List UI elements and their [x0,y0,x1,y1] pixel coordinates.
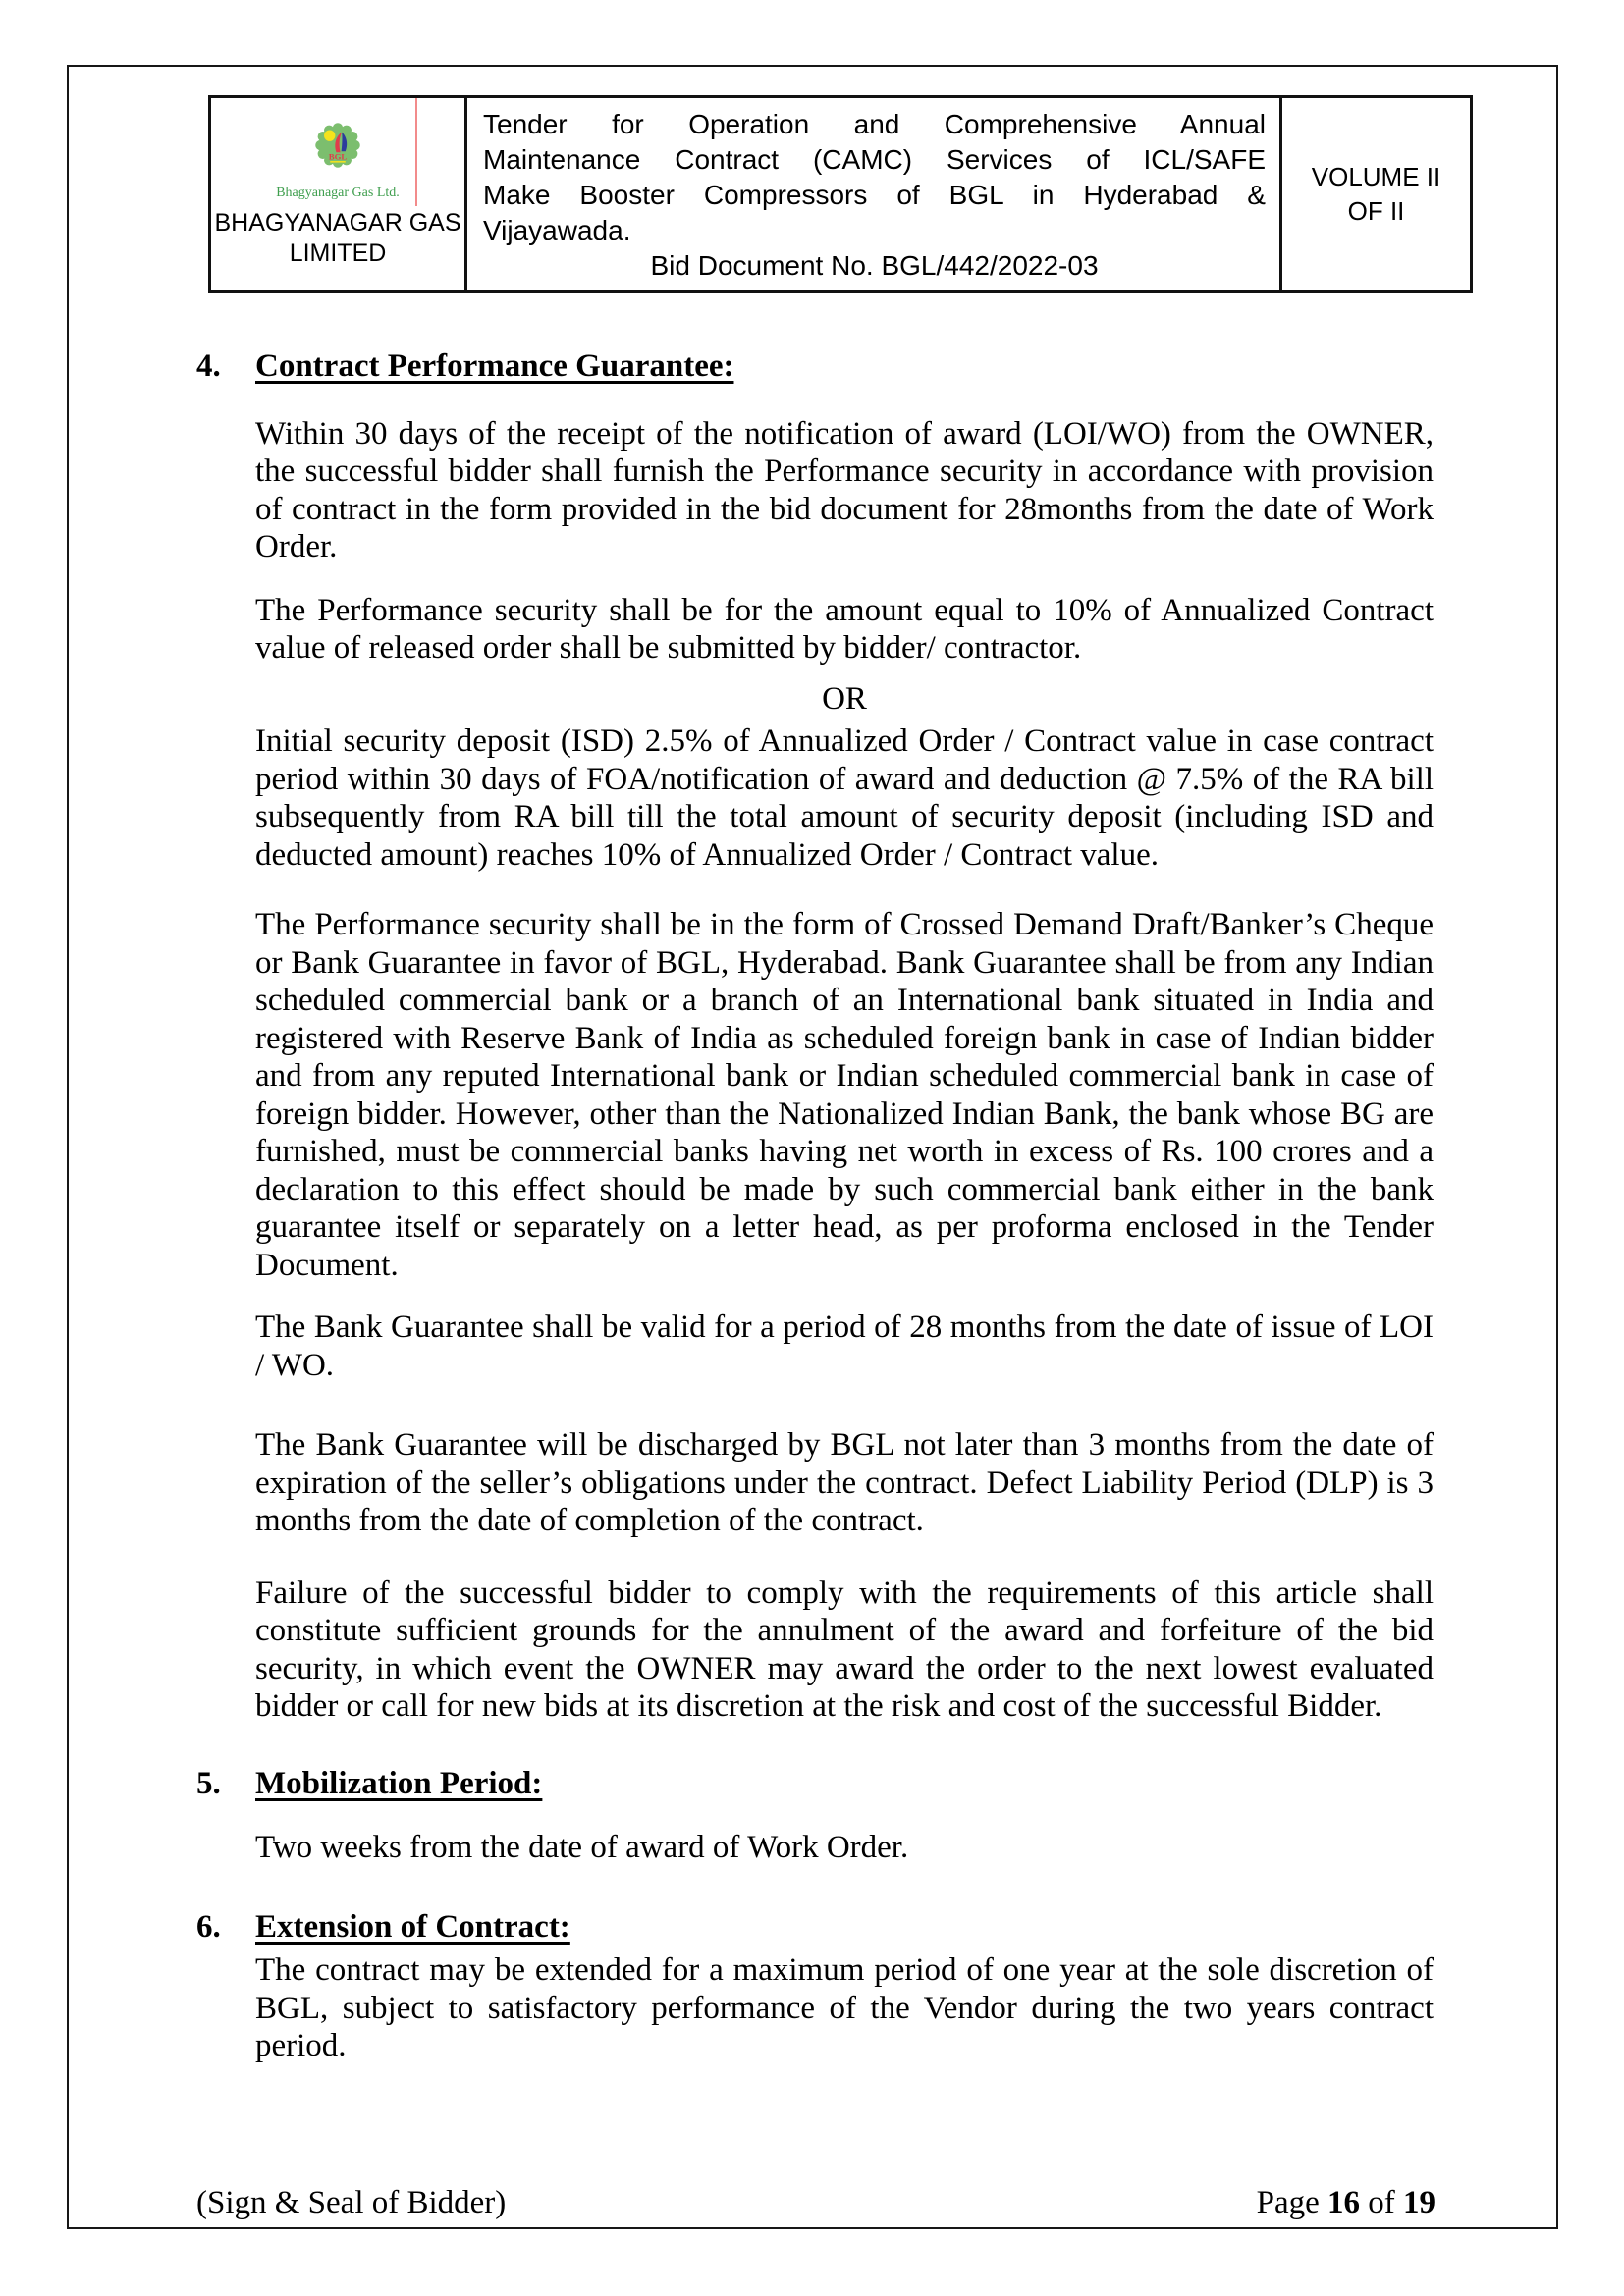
section4-heading: Contract Performance Guarantee: [255,348,734,384]
section4-para2: The Performance security shall be for the amount equal to 10% of Annualized Contract value of released order shall be submitted by bidder/ contractor. [255,592,1434,666]
section4-para7: Failure of the successful bidder to comply with the requirements of this article shall constitute sufficient grounds for the annulment of the award and forfeiture of the bid security, in which event the OWNER may award the order to the next lowest evaluated bidder or call for new bids at its discretion at the risk and cost of the successful Bidder. [255,1575,1434,1724]
tender-title-line3: Make Booster Compressors of BGL in Hyderabad & [483,180,1266,210]
bid-document-number: Bid Document No. BGL/442/2022-03 [650,250,1099,281]
section6-heading: Extension of Contract: [255,1908,570,1945]
section4-para5: The Bank Guarantee shall be valid for a period of 28 months from the date of issue of LOI / WO. [255,1309,1434,1383]
page-word: Page [1256,2185,1320,2220]
logo-cell [211,98,467,290]
section4-number: 4. [196,348,221,384]
section6-heading-row [196,1908,1434,1947]
page-current: 16 [1327,2185,1360,2220]
section4-para1: Within 30 days of the receipt of the notification of award (LOI/WO) from the OWNER, the successful bidder shall furnish the Performance security in accordance with provision of contract in the form provided in the bid document for 28months from the date of Work Order. [255,415,1434,564]
tender-title-line2: Maintenance Contract (CAMC) Services of ICL/SAFE [483,144,1266,175]
logo-sun-icon [324,130,335,140]
section5-para1: Two weeks from the date of award of Work Order. [255,1830,909,1865]
header-table [208,95,1473,293]
company-name [215,208,461,269]
logo-underline-mark [330,161,346,163]
page-number [1257,2184,1435,2221]
section5-heading-row [196,1765,1434,1803]
sign-seal-label: (Sign & Seal of Bidder) [196,2185,507,2220]
section6-para1: The contract may be extended for a maximum period of one year at the sole discretion of BGL, subject to satisfactory performance of the Vendor during the two years contract period. [255,1952,1434,2063]
section6-number: 6. [196,1908,221,1945]
or-separator: OR [822,680,867,717]
company-name-line1: BHAGYANAGAR GAS [214,209,461,237]
logo-monogram: BGL [328,151,348,162]
document-body [196,347,1434,2065]
volume-line1: VOLUME II [1311,161,1441,191]
section4-para4: The Performance security shall be in the form of Crossed Demand Draft/Banker’s Cheque or Bank Guarantee in favor of BGL, Hyderabad. Bank Guarantee shall be from any Indian scheduled commercial bank or a branch of an International bank situated in India and registered with Reserve Bank of India as scheduled foreign bank in case of Indian bidder and from any reputed International bank or Indian scheduled commercial bank in case of foreign bidder. However, other than the Nationalized Indian Bank, the bank whose BG are furnished, must be commercial banks having net worth in excess of Rs. 100 crores and a declaration to this effect should be made by such commercial bank either in the bank guarantee itself or separately on a letter head, as per proforma enclosed in the Tender Document. [255,907,1434,1283]
section4-para3: Initial security deposit (ISD) 2.5% of Annualized Order / Contract value in case contract period within 30 days of FOA/notification of award and deduction @ 7.5% of the RA bill subsequently from RA bill till the total amount of security deposit (including ISD and deducted amount) reaches 10% of Annualized Order / Contract value. [255,723,1434,873]
section4-para6: The Bank Guarantee will be discharged by BGL not later than 3 months from the date of expiration of the seller’s obligations under the contract. Defect Liability Period (DLP) is 3 months from the date of completion of the contract. [255,1427,1434,1538]
of-word: of [1368,2185,1395,2220]
page-border [67,65,1558,2229]
page-footer [196,2184,1435,2221]
bgl-logo-icon [295,106,381,185]
section5-number: 5. [196,1765,221,1801]
tender-title-cell [467,98,1282,290]
company-name-line2: LIMITED [289,240,387,267]
volume-cell [1282,98,1470,290]
volume-line2: OF II [1347,195,1405,226]
section4-heading-row [196,347,1434,386]
page-total: 19 [1403,2185,1435,2220]
tender-title-line4: Vijayawada. [483,215,631,245]
section5-heading: Mobilization Period: [255,1765,543,1801]
logo-caption: Bhagyanagar Gas Ltd. [276,186,400,200]
tender-title-line1: Tender for Operation and Comprehensive Annual [483,109,1266,139]
scan-artifact-line [415,98,417,206]
